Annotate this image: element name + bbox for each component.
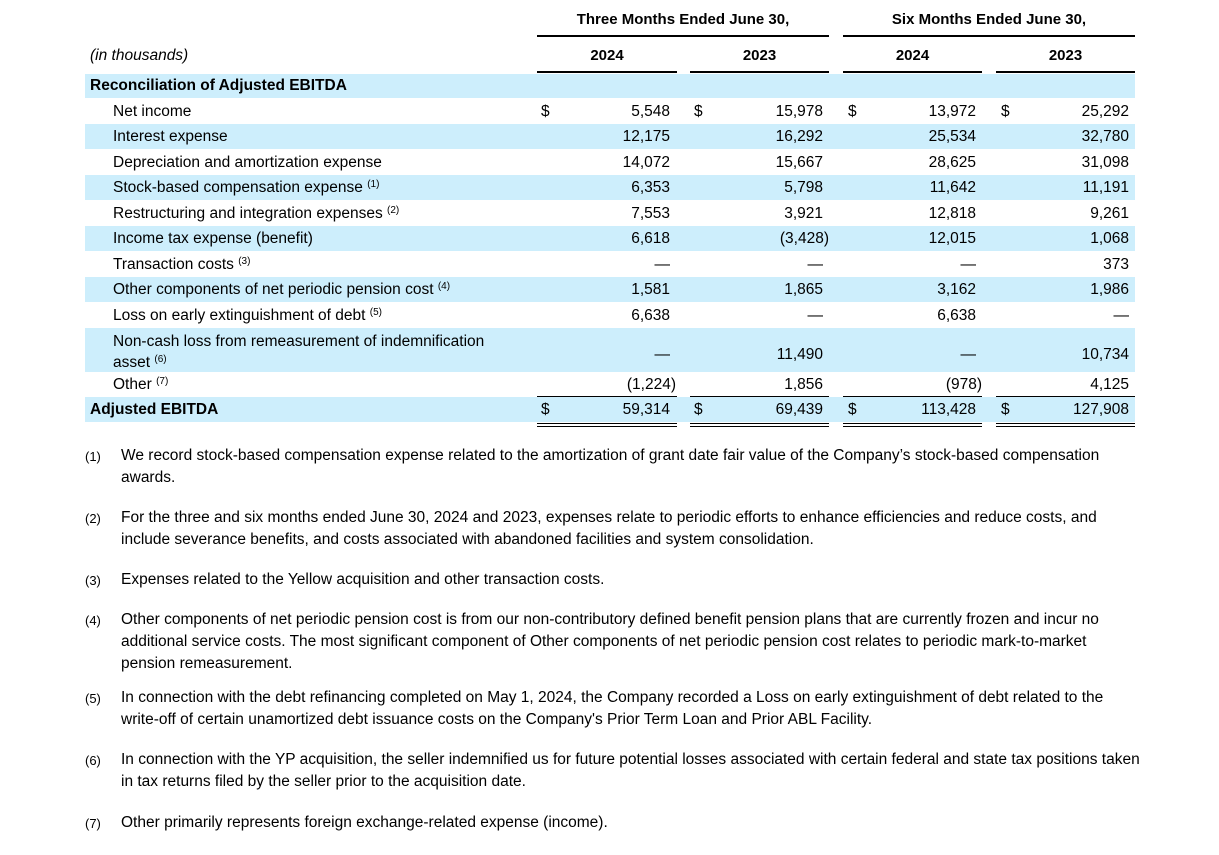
footnote-marker: (5) bbox=[85, 691, 101, 706]
row-label-wrap bbox=[113, 307, 382, 325]
three-months-header: Three Months Ended June 30, bbox=[576, 11, 790, 28]
row-label-line2: asset bbox=[113, 354, 151, 371]
footnote-ref: (1) bbox=[367, 179, 380, 190]
year-underline-2 bbox=[690, 71, 829, 73]
footnote-marker: (2) bbox=[85, 511, 101, 526]
cell-value: 31,098 bbox=[1081, 154, 1129, 171]
footnote-text: For the three and six months ended June 30, 2024 and 2023, expenses relate to periodic efforts to enhance efficiencies and reduce costs, and include severance benefits, and costs associated with abandoned facilities and system consolidation. bbox=[121, 509, 1097, 548]
footnote-ref: (5) bbox=[369, 307, 383, 318]
cell-value: 7,553 bbox=[631, 205, 670, 222]
cell-value: 3,921 bbox=[784, 205, 823, 222]
footnote-marker: (7) bbox=[85, 816, 101, 831]
row-label-wrap bbox=[113, 256, 250, 274]
footnote-ref: (6) bbox=[154, 354, 167, 365]
dollar-sign: $ bbox=[541, 401, 550, 418]
cell-value: 6,638 bbox=[631, 307, 670, 324]
dollar-sign: $ bbox=[848, 103, 857, 120]
cell-value: — bbox=[807, 307, 823, 324]
footnote-text: We record stock-based compensation expense related to the amortization of grant date fair value of the Company’s stock-based compensation awards. bbox=[121, 447, 1100, 486]
total-double-line-3 bbox=[843, 423, 982, 427]
cell-value: 13,972 bbox=[928, 103, 976, 120]
row-label: Other bbox=[113, 376, 152, 393]
total-value: 59,314 bbox=[622, 401, 670, 418]
dollar-sign: $ bbox=[694, 401, 703, 418]
cell-value: 3,162 bbox=[937, 281, 976, 298]
footnote-ref: (2) bbox=[387, 205, 400, 216]
footnote-text: Other primarily represents foreign exchange-related expense (income). bbox=[121, 814, 608, 831]
units-label: (in thousands) bbox=[90, 47, 189, 64]
row-label-wrap bbox=[113, 281, 450, 299]
cell-value: 15,978 bbox=[775, 103, 823, 120]
footnote-ref: (4) bbox=[437, 281, 451, 292]
footnote-text: Expenses related to the Yellow acquisition and other transaction costs. bbox=[121, 571, 605, 588]
row-label: Income tax expense (benefit) bbox=[113, 230, 313, 247]
row-label: Stock-based compensation expense bbox=[113, 179, 363, 196]
cell-value: (978) bbox=[945, 376, 982, 393]
cell-value: — bbox=[807, 256, 823, 273]
three-months-underline bbox=[537, 35, 829, 37]
total-double-line-1 bbox=[537, 423, 677, 427]
footnote bbox=[85, 445, 1140, 489]
cell-value: 15,667 bbox=[775, 154, 823, 171]
total-row bbox=[85, 397, 1135, 422]
table-row bbox=[85, 303, 1135, 327]
table-row bbox=[85, 373, 1135, 396]
cell-value: 373 bbox=[1103, 256, 1129, 273]
row-label: Restructuring and integration expenses bbox=[113, 205, 383, 222]
total-value: 113,428 bbox=[921, 401, 976, 418]
footnote bbox=[85, 609, 1140, 675]
cell-value: 4,125 bbox=[1090, 376, 1129, 393]
cell-value: — bbox=[960, 256, 976, 273]
cell-value: 1,068 bbox=[1090, 230, 1129, 247]
year-underline-3 bbox=[843, 71, 982, 73]
table-row bbox=[85, 252, 1135, 276]
year-underline-4 bbox=[996, 71, 1135, 73]
cell-value: 11,642 bbox=[929, 179, 976, 196]
cell-value: 12,015 bbox=[928, 230, 976, 247]
footnote-marker: (4) bbox=[85, 613, 101, 628]
table-row bbox=[85, 328, 1135, 372]
section-title: Reconciliation of Adjusted EBITDA bbox=[90, 77, 347, 94]
footnote-text: In connection with the debt refinancing completed on May 1, 2024, the Company recorded a Loss on early extinguishment of debt related to the write-off of certain unamortized debt issuance costs on the Company's Prior Term Loan and Prior ABL Facility. bbox=[121, 689, 1104, 728]
row-label-wrap bbox=[113, 354, 167, 372]
row-label-wrap bbox=[113, 179, 379, 197]
dollar-sign: $ bbox=[694, 103, 703, 120]
footnote bbox=[85, 507, 1140, 551]
row-label: Interest expense bbox=[113, 128, 228, 145]
footnote-text: Other components of net periodic pension cost is from our non-contributory defined benefit pension plans that are currently frozen and incur no additional service costs. The most significant component of Other components of net periodic pension cost relates to periodic mark-to-market pension remeasurement. bbox=[121, 611, 1099, 672]
row-label: Other components of net periodic pension cost bbox=[113, 281, 434, 298]
cell-value: 12,818 bbox=[928, 205, 976, 222]
cell-value: 11,191 bbox=[1082, 179, 1129, 196]
cell-value: 10,734 bbox=[1081, 346, 1129, 363]
footnote bbox=[85, 687, 1140, 731]
cell-value: 25,534 bbox=[928, 128, 976, 145]
year-header-1: 2024 bbox=[590, 47, 624, 64]
cell-value: (1,224) bbox=[626, 376, 676, 393]
year-header-2: 2023 bbox=[742, 47, 777, 64]
total-double-line-2 bbox=[690, 423, 829, 427]
footnote bbox=[85, 812, 1140, 834]
cell-value: — bbox=[654, 256, 670, 273]
table-row bbox=[85, 277, 1135, 302]
table-row bbox=[85, 175, 1135, 200]
footnote-ref: (7) bbox=[156, 376, 169, 387]
table-row bbox=[85, 124, 1135, 149]
row-label: Net income bbox=[113, 103, 192, 120]
cell-value: — bbox=[960, 346, 976, 363]
footnote bbox=[85, 569, 1140, 591]
cell-value: — bbox=[654, 346, 670, 363]
total-value: 69,439 bbox=[775, 401, 823, 418]
year-header-4: 2023 bbox=[1048, 47, 1083, 64]
cell-value: 6,353 bbox=[631, 179, 670, 196]
row-label-wrap bbox=[113, 376, 168, 394]
table-row bbox=[85, 150, 1135, 174]
total-label: Adjusted EBITDA bbox=[90, 401, 219, 418]
footnote-marker: (6) bbox=[85, 753, 101, 768]
dollar-sign: $ bbox=[541, 103, 550, 120]
total-double-line-4 bbox=[996, 423, 1135, 427]
table-row bbox=[85, 226, 1135, 251]
cell-value: 1,856 bbox=[784, 376, 823, 393]
cell-value: 9,261 bbox=[1090, 205, 1129, 222]
year-underline-1 bbox=[537, 71, 677, 73]
footnote-marker: (3) bbox=[85, 573, 101, 588]
cell-value: 6,618 bbox=[631, 230, 670, 247]
cell-value: 12,175 bbox=[622, 128, 670, 145]
table-row bbox=[85, 201, 1135, 225]
cell-value: 5,548 bbox=[631, 103, 670, 120]
dollar-sign: $ bbox=[1001, 103, 1010, 120]
row-label: Loss on early extinguishment of debt bbox=[113, 307, 366, 324]
six-months-underline bbox=[843, 35, 1135, 37]
cell-value: 6,638 bbox=[937, 307, 976, 324]
footnote-text: In connection with the YP acquisition, the seller indemnified us for future potential losses associated with certain federal and state tax positions taken in tax returns filed by the seller prior to the acquisition date. bbox=[121, 751, 1140, 790]
dollar-sign: $ bbox=[848, 401, 857, 418]
row-label: Transaction costs bbox=[113, 256, 234, 273]
dollar-sign: $ bbox=[1001, 401, 1010, 418]
cell-value: 14,072 bbox=[622, 154, 670, 171]
cell-value: 28,625 bbox=[928, 154, 976, 171]
footnote-ref: (3) bbox=[238, 256, 251, 267]
cell-value: 1,581 bbox=[631, 281, 670, 298]
cell-value: 1,986 bbox=[1090, 281, 1129, 298]
cell-value: — bbox=[1113, 307, 1129, 324]
row-label-wrap bbox=[113, 205, 399, 223]
cell-value: 5,798 bbox=[784, 179, 823, 196]
cell-value: 11,490 bbox=[776, 346, 823, 363]
total-value: 127,908 bbox=[1072, 401, 1129, 418]
cell-value: 16,292 bbox=[775, 128, 823, 145]
year-header-3: 2024 bbox=[895, 47, 930, 64]
footnote-marker: (1) bbox=[85, 449, 101, 464]
cell-value: 25,292 bbox=[1081, 103, 1129, 120]
section-title-row bbox=[85, 74, 1135, 98]
cell-value: 32,780 bbox=[1081, 128, 1129, 145]
cell-value: (3,428) bbox=[779, 230, 829, 247]
footnote bbox=[85, 749, 1140, 793]
table-row bbox=[85, 99, 1135, 123]
six-months-header: Six Months Ended June 30, bbox=[891, 11, 1087, 28]
row-label: Non-cash loss from remeasurement of indemnification bbox=[113, 333, 485, 350]
row-label: Depreciation and amortization expense bbox=[113, 154, 382, 171]
cell-value: 1,865 bbox=[784, 281, 823, 298]
